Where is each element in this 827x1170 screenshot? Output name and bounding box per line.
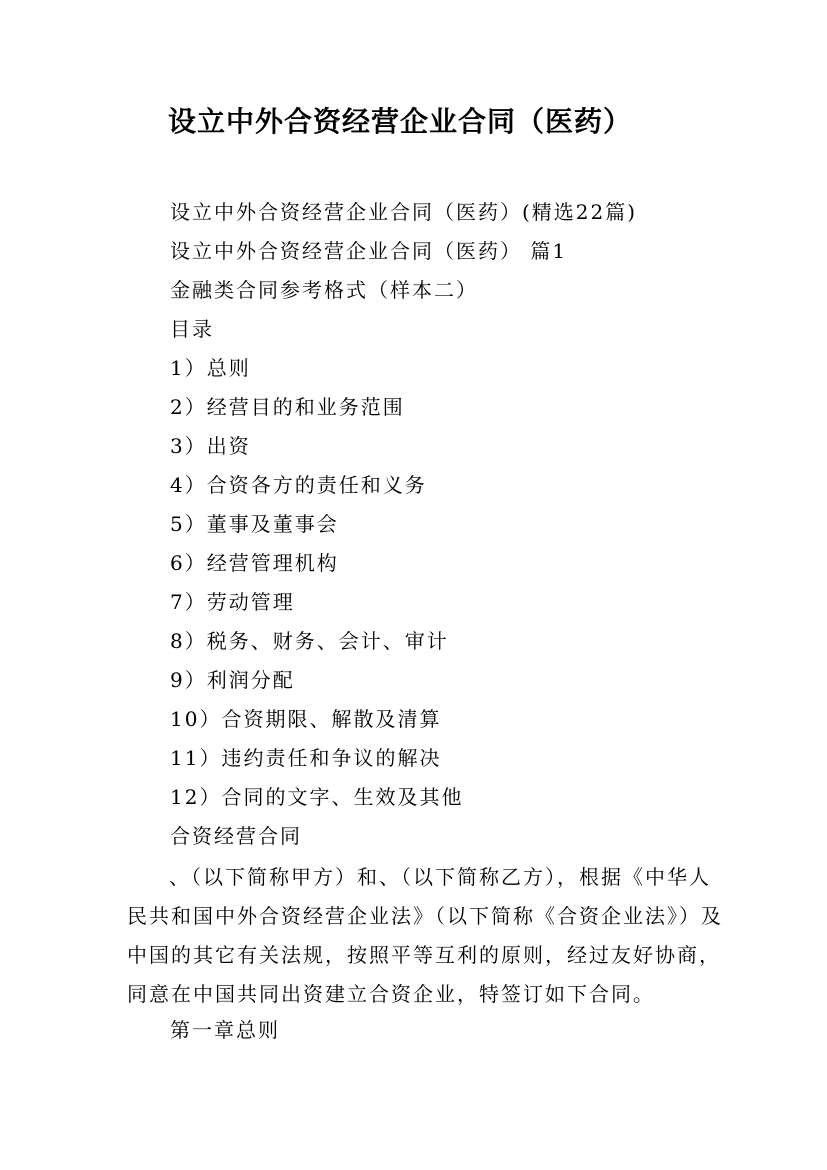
toc-item: 7）劳动管理: [170, 590, 295, 614]
toc-item: 2）经营目的和业务范围: [170, 395, 405, 419]
toc-heading: 目录: [170, 317, 214, 341]
document-title: 设立中外合资经营企业合同（医药）: [168, 105, 633, 138]
toc-item: 3）出资: [170, 434, 251, 458]
preamble-paragraph: 、（以下简称甲方）和、（以下简称乙方），根据《中华人民共和国中外合资经营企业法》（以下简称《合资企业法》）及中国的其它有关法规，按照平等互利的原则，经过友好协商，同意在中国共同出资建立合资企业，特签订如下合同。: [127, 865, 723, 1006]
toc-item: 5）董事及董事会: [170, 512, 339, 536]
section-heading: 设立中外合资经营企业合同（医药） 篇1: [170, 239, 568, 263]
format-heading: 金融类合同参考格式（样本二）: [170, 278, 478, 302]
toc-item: 1）总则: [170, 356, 251, 380]
contract-heading: 合资经营合同: [170, 824, 302, 848]
toc-item: 8）税务、财务、会计、审计: [170, 629, 449, 653]
chapter-heading: 第一章总则: [170, 1018, 280, 1042]
toc-item: 9）利润分配: [170, 668, 295, 692]
toc-item: 12）合同的文字、生效及其他: [170, 785, 464, 809]
toc-item: 11）违约责任和争议的解决: [170, 746, 442, 770]
toc-item: 6）经营管理机构: [170, 551, 339, 575]
subtitle-line: 设立中外合资经营企业合同（医药）(精选22篇): [170, 200, 638, 224]
toc-item: 10）合资期限、解散及清算: [170, 707, 442, 731]
toc-item: 4）合资各方的责任和义务: [170, 473, 427, 497]
